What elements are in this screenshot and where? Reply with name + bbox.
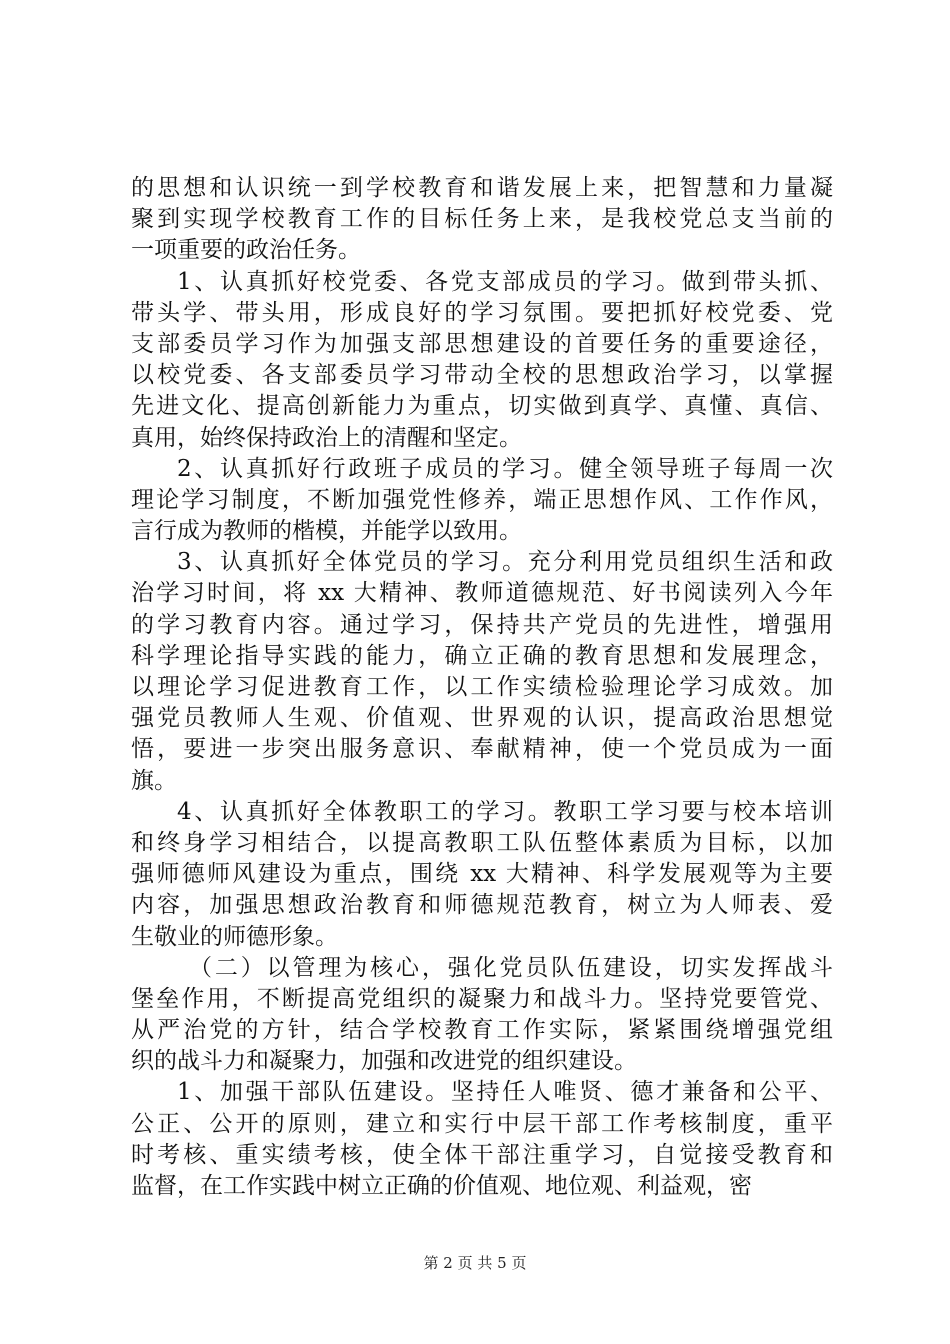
text-line: 理论学习制度，不断加强党性修养，端正思想作风、工作作风， xyxy=(131,486,833,513)
text-line: 堡垒作用，不断提高党组织的凝聚力和战斗力。坚持党要管党、 xyxy=(131,985,833,1012)
text-line: 2、认真抓好行政班子成员的学习。健全领导班子每周一次 xyxy=(177,455,833,482)
text-line: 生敬业的师德形象。 xyxy=(131,923,338,950)
text-line: 从严治党的方针，结合学校教育工作实际，紧紧围绕增强党组 xyxy=(131,1017,833,1044)
text-line: 的思想和认识统一到学校教育和谐发展上来，把智慧和力量凝 xyxy=(131,175,833,201)
page-footer: 第 2 页 共 5 页 xyxy=(423,1254,527,1272)
text-line: 时考核、重实绩考核，使全体干部注重学习，自觉接受教育和 xyxy=(131,1141,833,1168)
text-line: 先进文化、提高创新能力为重点，切实做到真学、真懂、真信、 xyxy=(131,393,833,420)
paragraph xyxy=(131,547,833,797)
text-line: 科学理论指导实践的能力，确立正确的教育思想和发展理念， xyxy=(131,642,833,669)
text-line: 一项重要的政治任务。 xyxy=(131,237,361,264)
paragraph xyxy=(131,1077,833,1202)
paragraph xyxy=(131,173,833,267)
text-line: 言行成为教师的楷模，并能学以致用。 xyxy=(131,518,522,545)
text-line: 以校党委、各支部委员学习带动全校的思想政治学习，以掌握 xyxy=(131,362,833,389)
text-line: 的学习教育内容。通过学习，保持共产党员的先进性，增强用 xyxy=(131,611,833,638)
document-body xyxy=(131,173,833,1202)
text-line: 以理论学习促进教育工作，以工作实绩检验理论学习成效。加 xyxy=(131,674,833,700)
text-line: 织的战斗力和凝聚力，加强和改进党的组织建设。 xyxy=(131,1048,637,1075)
text-line: 监督，在工作实践中树立正确的价值观、地位观、利益观，密 xyxy=(131,1173,752,1199)
text-line: 支部委员学习作为加强支部思想建设的首要任务的重要途径， xyxy=(131,330,833,357)
text-line: 强师德师风建设为重点，围绕 xx 大精神、科学发展观等为主要 xyxy=(131,861,833,888)
text-line: 聚到实现学校教育工作的目标任务上来，是我校党总支当前的 xyxy=(131,206,833,233)
paragraph xyxy=(131,454,833,548)
text-line: 公正、公开的原则，建立和实行中层干部工作考核制度，重平 xyxy=(131,1110,833,1137)
text-line: 治学习时间，将 xx 大精神、教师道德规范、好书阅读列入今年 xyxy=(131,580,833,607)
text-line: 和终身学习相结合，以提高教职工队伍整体素质为目标，以加 xyxy=(131,829,833,856)
text-line: 4、认真抓好全体教职工的学习。教职工学习要与校本培训 xyxy=(177,798,833,825)
text-line: 旗。 xyxy=(131,767,177,794)
text-line: 内容，加强思想政治教育和师德规范教育，树立为人师表、爱 xyxy=(131,892,833,919)
paragraph xyxy=(131,797,833,953)
text-line: 悟，要进一步突出服务意识、奉献精神，使一个党员成为一面 xyxy=(131,736,833,763)
text-line: 真用，始终保持政治上的清醒和坚定。 xyxy=(131,424,522,451)
text-line: （二）以管理为核心，强化党员队伍建设，切实发挥战斗 xyxy=(189,954,833,981)
paragraph xyxy=(131,267,833,454)
text-line: 强党员教师人生观、价值观、世界观的认识，提高政治思想觉 xyxy=(131,705,833,732)
text-line: 3、认真抓好全体党员的学习。充分利用党员组织生活和政 xyxy=(177,549,833,576)
text-line: 1、认真抓好校党委、各党支部成员的学习。做到带头抓、 xyxy=(177,268,833,295)
text-line: 1、加强干部队伍建设。坚持任人唯贤、德才兼备和公平、 xyxy=(177,1079,833,1106)
paragraph xyxy=(131,953,833,1078)
text-line: 带头学、带头用，形成良好的学习氛围。要把抓好校党委、党 xyxy=(131,299,833,326)
